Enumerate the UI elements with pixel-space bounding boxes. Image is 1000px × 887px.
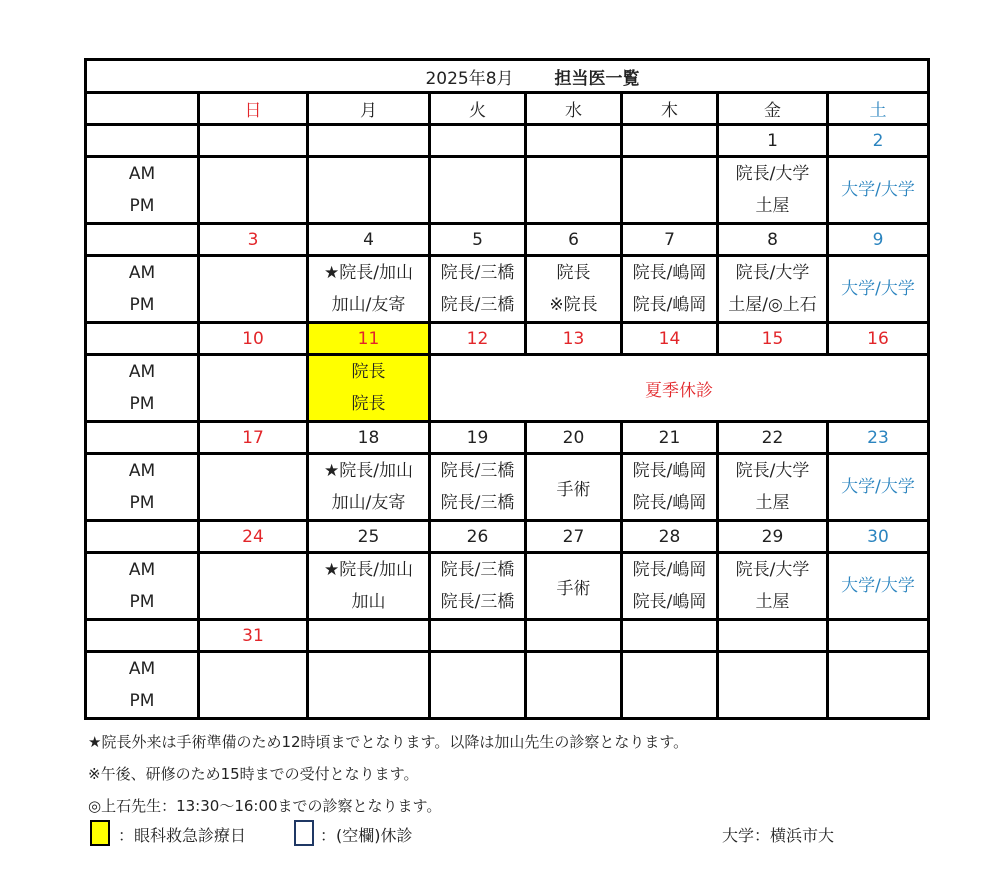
- notes: [88, 726, 688, 822]
- am-assignment: 大学/大学: [841, 477, 915, 497]
- date-cell: [622, 620, 718, 652]
- page-title: 担当医一覧: [554, 68, 640, 89]
- emergency-day-label: ：眼科救急診療日: [118, 826, 247, 845]
- slot-cell: [430, 454, 526, 521]
- title-row: [86, 60, 929, 93]
- pm-label: PM: [129, 295, 155, 315]
- am-pm-label-cell: [86, 256, 199, 323]
- am-label: AM: [128, 659, 156, 679]
- slot-cell: [718, 256, 828, 323]
- date-cell: [828, 620, 929, 652]
- am-assignment: ★院長/加山: [324, 560, 413, 580]
- pm-assignment: 加山: [351, 592, 386, 612]
- am-label: AM: [128, 560, 156, 580]
- slot-cell: [199, 157, 308, 224]
- pm-assignment: 加山/友寄: [331, 493, 406, 513]
- date-cell: 16: [828, 323, 929, 355]
- date-cell: 3: [199, 224, 308, 256]
- surgery-cell: 手術: [526, 553, 622, 620]
- date-cell: [199, 125, 308, 157]
- legend: [90, 820, 910, 848]
- date-cell: 21: [622, 422, 718, 454]
- am-pm-label-cell: [86, 157, 199, 224]
- am-assignment: 大学/大学: [841, 180, 915, 200]
- corner-cell: [86, 93, 199, 125]
- pm-assignment: 土屋: [755, 592, 790, 612]
- date-cell: [718, 620, 828, 652]
- pm-assignment: 土屋: [755, 493, 790, 513]
- pm-label: PM: [129, 493, 155, 513]
- date-label-cell: [86, 224, 199, 256]
- am-assignment: 院長/大学: [735, 461, 810, 481]
- week-1-slot-row: [86, 157, 929, 224]
- pm-assignment: 土屋: [755, 196, 790, 216]
- slot-cell: [430, 256, 526, 323]
- date-cell: 13: [526, 323, 622, 355]
- weekday-mon: 月: [308, 93, 430, 125]
- pm-label: PM: [129, 394, 155, 414]
- am-assignment: ★院長/加山: [324, 461, 413, 481]
- am-assignment: 大学/大学: [841, 279, 915, 299]
- slot-cell: [308, 454, 430, 521]
- slot-cell: [828, 652, 929, 719]
- date-cell: [526, 620, 622, 652]
- date-cell: 24: [199, 521, 308, 553]
- slot-cell: [430, 652, 526, 719]
- am-assignment: 院長/三橋: [440, 560, 515, 580]
- slot-cell: [199, 652, 308, 719]
- university-legend: 大学：横浜市大: [722, 826, 835, 845]
- date-cell: 30: [828, 521, 929, 553]
- summer-closure-cell: 夏季休診: [430, 355, 929, 422]
- date-cell: [526, 125, 622, 157]
- note-star: ★院長外来は手術準備のため12時頃までとなります。以降は加山先生の診察となります。: [88, 733, 689, 751]
- date-cell: 15: [718, 323, 828, 355]
- week-5-slot-row: [86, 553, 929, 620]
- slot-cell: [622, 553, 718, 620]
- date-cell: 1: [718, 125, 828, 157]
- slot-cell: [526, 157, 622, 224]
- date-cell: 7: [622, 224, 718, 256]
- note-reference-mark: ※午後、研修のため15時までの受付となります。: [88, 765, 419, 783]
- date-cell: 19: [430, 422, 526, 454]
- date-cell: [308, 620, 430, 652]
- slot-cell: [308, 256, 430, 323]
- date-cell: [430, 125, 526, 157]
- slot-cell: [718, 553, 828, 620]
- am-pm-label-cell: [86, 454, 199, 521]
- slot-cell: [526, 652, 622, 719]
- date-cell: 6: [526, 224, 622, 256]
- am-assignment: 院長/嶋岡: [632, 263, 707, 283]
- week-4-date-row: [86, 422, 929, 454]
- date-cell: 25: [308, 521, 430, 553]
- slot-cell: [308, 553, 430, 620]
- slot-cell: [199, 553, 308, 620]
- slot-cell: [199, 454, 308, 521]
- am-label: AM: [128, 461, 156, 481]
- slot-cell: [199, 256, 308, 323]
- slot-cell-emergency: [308, 355, 430, 422]
- pm-assignment: 土屋/◎上石: [728, 295, 817, 315]
- am-pm-label-cell: [86, 652, 199, 719]
- month-label: 2025年8月: [425, 68, 514, 89]
- slot-cell: [828, 256, 929, 323]
- date-cell: 22: [718, 422, 828, 454]
- slot-cell: [622, 454, 718, 521]
- pm-label: PM: [129, 592, 155, 612]
- date-label-cell: [86, 422, 199, 454]
- am-pm-label-cell: [86, 553, 199, 620]
- pm-assignment: 院長/嶋岡: [632, 295, 707, 315]
- am-assignment: 大学/大学: [841, 576, 915, 596]
- date-cell: [308, 125, 430, 157]
- date-cell: 9: [828, 224, 929, 256]
- slot-cell: [308, 652, 430, 719]
- title-cell: [86, 60, 929, 93]
- am-assignment: 院長: [351, 362, 386, 382]
- pm-assignment: ※院長: [549, 295, 598, 315]
- date-cell-emergency: 11: [308, 323, 430, 355]
- week-2-date-row: [86, 224, 929, 256]
- date-cell: 5: [430, 224, 526, 256]
- pm-assignment: 院長: [351, 394, 386, 414]
- weekday-header-row: [86, 93, 929, 125]
- weekday-sun: 日: [199, 93, 308, 125]
- date-label-cell: [86, 521, 199, 553]
- am-assignment: 院長/大学: [735, 263, 810, 283]
- surgery-cell: 手術: [526, 454, 622, 521]
- week-5-date-row: [86, 521, 929, 553]
- slot-cell: [718, 652, 828, 719]
- date-cell: 27: [526, 521, 622, 553]
- date-cell: 20: [526, 422, 622, 454]
- am-assignment: 院長/嶋岡: [632, 461, 707, 481]
- schedule-table: [84, 58, 930, 720]
- slot-cell: [622, 157, 718, 224]
- slot-cell: [718, 157, 828, 224]
- week-3-date-row: [86, 323, 929, 355]
- date-cell: 29: [718, 521, 828, 553]
- am-pm-label-cell: [86, 355, 199, 422]
- pm-label: PM: [129, 196, 155, 216]
- slot-cell: [828, 454, 929, 521]
- date-cell: [622, 125, 718, 157]
- slot-cell: [430, 157, 526, 224]
- pm-assignment: 加山/友寄: [331, 295, 406, 315]
- slot-cell: [622, 652, 718, 719]
- week-3-slot-row: [86, 355, 929, 422]
- date-cell: [430, 620, 526, 652]
- weekday-thu: 木: [622, 93, 718, 125]
- week-4-slot-row: [86, 454, 929, 521]
- slot-cell: [308, 157, 430, 224]
- pm-assignment: 院長/嶋岡: [632, 592, 707, 612]
- pm-assignment: 院長/三橋: [440, 493, 515, 513]
- slot-cell: [718, 454, 828, 521]
- emergency-day-swatch: [90, 820, 110, 846]
- am-label: AM: [128, 362, 156, 382]
- date-cell: 14: [622, 323, 718, 355]
- slot-cell: [526, 256, 622, 323]
- date-cell: 26: [430, 521, 526, 553]
- date-cell: 12: [430, 323, 526, 355]
- date-label-cell: [86, 125, 199, 157]
- am-assignment: ★院長/加山: [324, 263, 413, 283]
- date-cell: 8: [718, 224, 828, 256]
- date-cell: 28: [622, 521, 718, 553]
- am-label: AM: [128, 263, 156, 283]
- week-1-date-row: [86, 125, 929, 157]
- weekday-wed: 水: [526, 93, 622, 125]
- week-6-slot-row: [86, 652, 929, 719]
- slot-cell: [199, 355, 308, 422]
- slot-cell: [622, 256, 718, 323]
- closed-day-label: ：(空欄)休診: [320, 826, 413, 845]
- weekday-tue: 火: [430, 93, 526, 125]
- slot-cell: [828, 157, 929, 224]
- weekday-fri: 金: [718, 93, 828, 125]
- pm-label: PM: [129, 691, 155, 711]
- week-2-slot-row: [86, 256, 929, 323]
- date-cell: 2: [828, 125, 929, 157]
- date-cell: 23: [828, 422, 929, 454]
- note-double-circle: ◎上石先生：13:30～16:00までの診察となります。: [88, 797, 442, 815]
- week-6-date-row: [86, 620, 929, 652]
- date-cell: 10: [199, 323, 308, 355]
- weekday-sat: 土: [828, 93, 929, 125]
- pm-assignment: 院長/三橋: [440, 592, 515, 612]
- date-cell: 4: [308, 224, 430, 256]
- am-assignment: 院長/嶋岡: [632, 560, 707, 580]
- am-assignment: 院長/大学: [735, 560, 810, 580]
- slot-cell: [828, 553, 929, 620]
- closed-day-swatch: [294, 820, 314, 846]
- date-label-cell: [86, 620, 199, 652]
- date-cell: 17: [199, 422, 308, 454]
- date-cell: 18: [308, 422, 430, 454]
- am-assignment: 院長: [556, 263, 591, 283]
- am-assignment: 院長/三橋: [440, 461, 515, 481]
- am-assignment: 院長/大学: [735, 164, 810, 184]
- date-cell: 31: [199, 620, 308, 652]
- pm-assignment: 院長/三橋: [440, 295, 515, 315]
- pm-assignment: 院長/嶋岡: [632, 493, 707, 513]
- am-label: AM: [128, 164, 156, 184]
- slot-cell: [430, 553, 526, 620]
- am-assignment: 院長/三橋: [440, 263, 515, 283]
- date-label-cell: [86, 323, 199, 355]
